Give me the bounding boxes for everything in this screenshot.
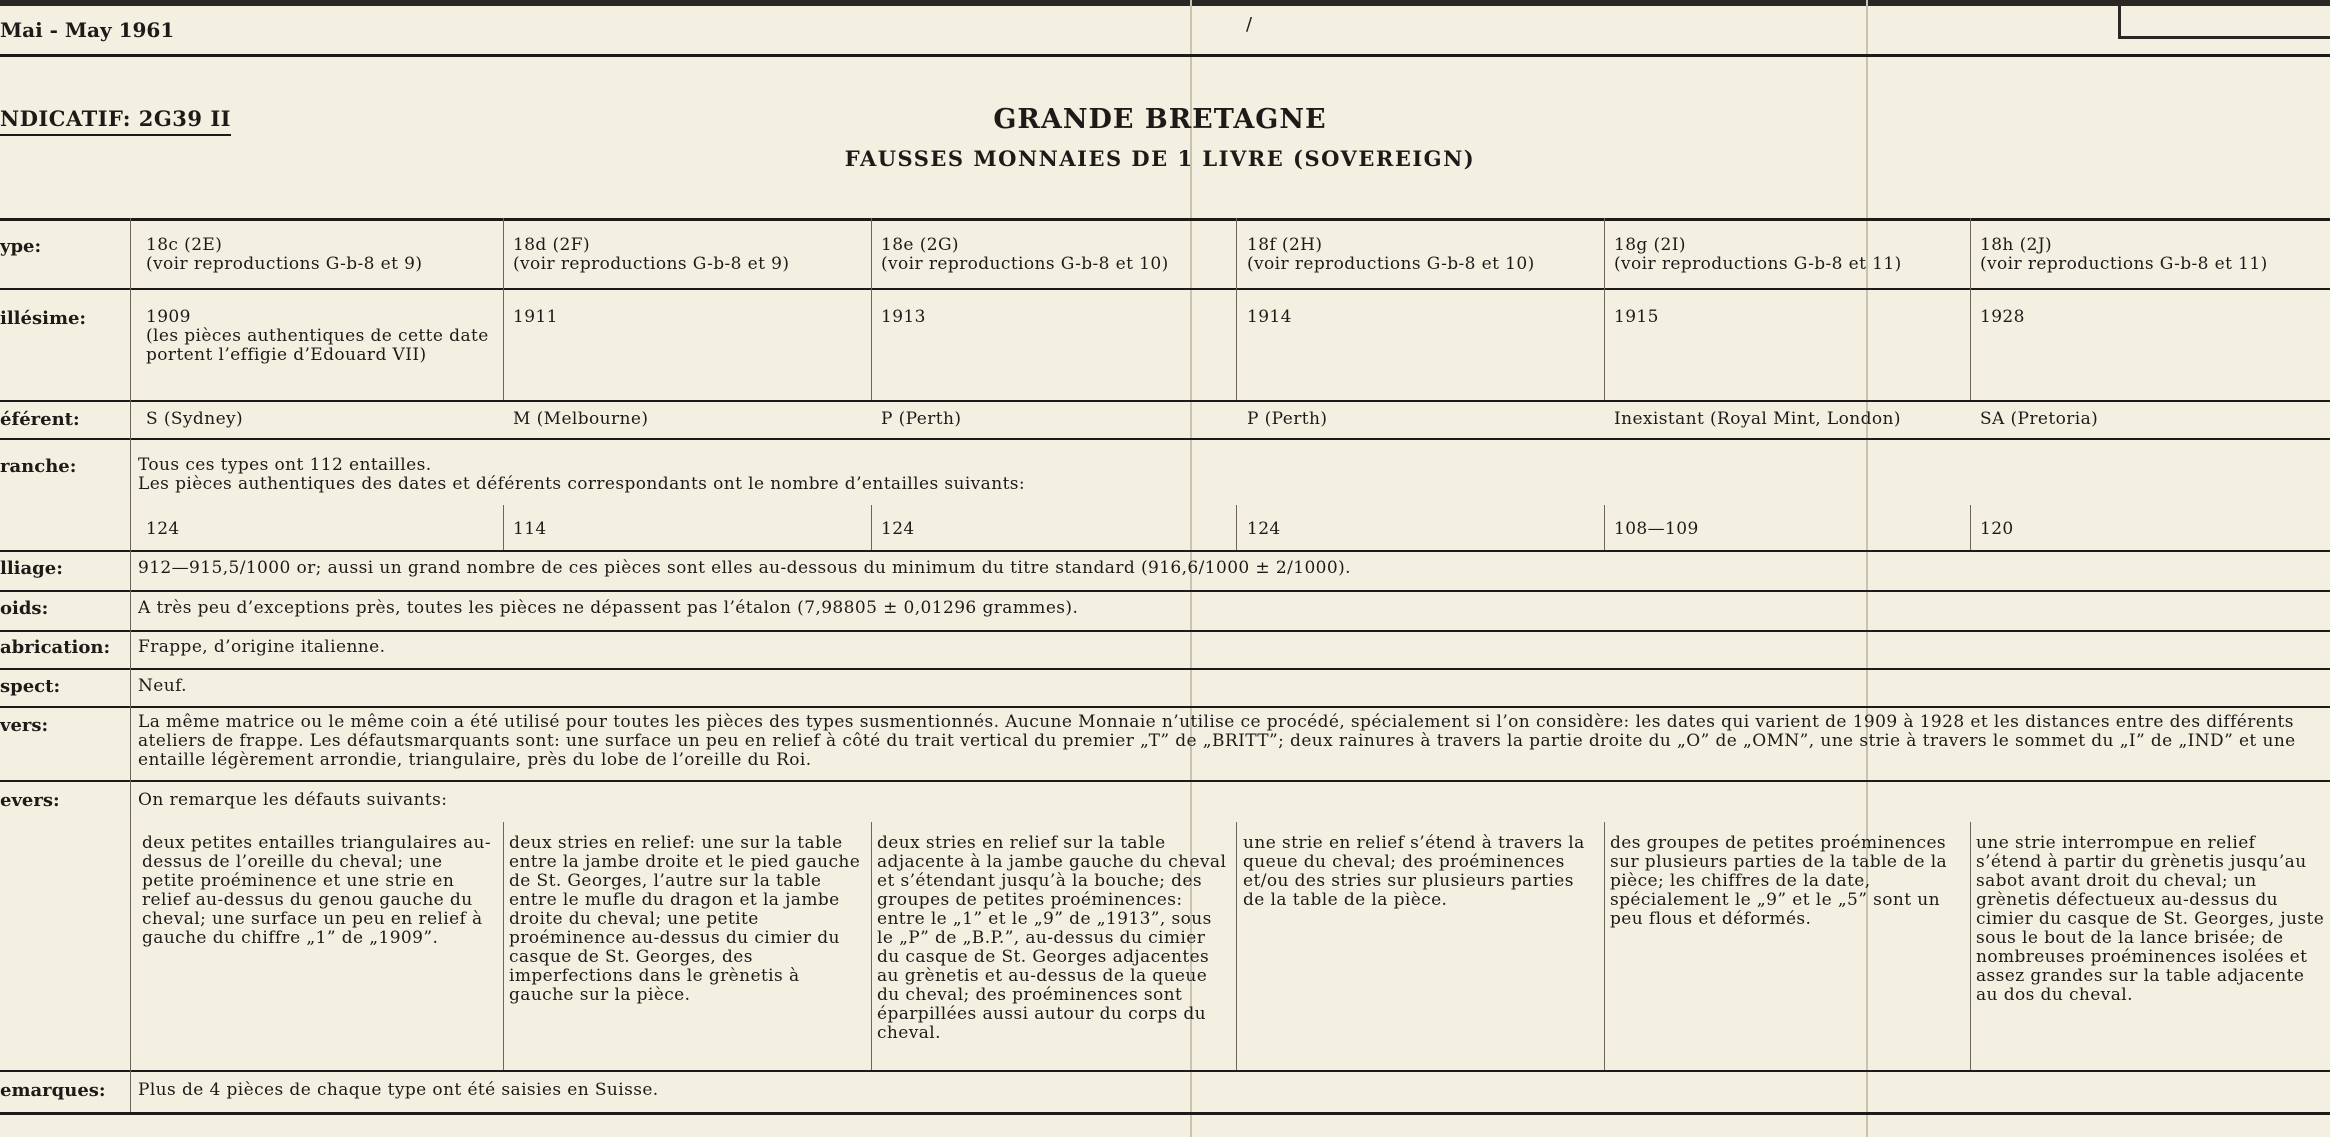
document-date: Mai - May 1961 (0, 18, 175, 42)
label-deferent: éférent: (0, 409, 80, 430)
label-alliage: lliage: (0, 558, 63, 579)
type-cell: 18f (2H) (voir reproductions G-b-8 et 10) (1247, 235, 1535, 274)
deferent-cell: Inexistant (Royal Mint, London) (1614, 409, 1901, 429)
revers-intro: On remarque les défauts suivants: (138, 790, 448, 810)
revers-cell: une strie interrompue en relief s’étend à partir du grènetis jusqu’au sabot avant droit du cheval; un grènetis défectueux au-dessus du cimier du casque de St. Georges, juste sous le bout de la lance brisée; de nombreuses proéminences isolées et assez grandes sur la table adjacente au dos du cheval. (1976, 833, 2325, 1005)
column-rule (871, 218, 872, 400)
label-poids: oids: (0, 598, 49, 619)
entailles-cell: 120 (1980, 519, 2014, 539)
label-millesime: illésime: (0, 308, 87, 329)
fabrication-text: Frappe, d’origine italienne. (138, 637, 386, 657)
label-fabrication: abrication: (0, 637, 111, 658)
entailles-cell: 124 (146, 519, 180, 539)
millesime-cell: 1928 (1980, 307, 2025, 327)
header-rule (0, 54, 2330, 57)
deferent-cell: P (Perth) (1247, 409, 1328, 429)
handwritten-mark: / (1246, 14, 1253, 35)
entailles-cell: 124 (881, 519, 915, 539)
column-rule (1236, 505, 1237, 550)
label-avers: vers: (0, 715, 49, 736)
top-border (0, 0, 2330, 6)
row-rule (0, 590, 2330, 592)
column-rule (1970, 822, 1971, 1070)
alliage-text: 912—915,5/1000 or; aussi un grand nombre de ces pièces sont elles au-dessous du minimum du titre standard (916,6/1000 ± 2/1000). (138, 558, 1351, 578)
row-rule (0, 630, 2330, 632)
row-rule (0, 550, 2330, 552)
column-rule (1604, 218, 1605, 400)
entailles-cell: 124 (1247, 519, 1281, 539)
remarques-text: Plus de 4 pièces de chaque type ont été saisies en Suisse. (138, 1080, 659, 1100)
row-rule (0, 400, 2330, 402)
aspect-text: Neuf. (138, 676, 187, 696)
deferent-cell: S (Sydney) (146, 409, 244, 429)
type-cell: 18h (2J) (voir reproductions G-b-8 et 11) (1980, 235, 2268, 274)
column-rule (503, 505, 504, 550)
revers-cell: deux stries en relief sur la table adjacente à la jambe gauche du cheval et s’étendant jusqu’à la bouche; des groupes de petites proéminences: entre le „1” et le „9” de „1913”, sous le „P” de „B.P.”, au-dessus du cimier du casque de St. Georges adjacentes au grènetis et au-dessus de la queue du cheval; des proéminences sont éparpillées aussi autour du corps du cheval. (877, 833, 1227, 1043)
millesime-cell: 1914 (1247, 307, 1292, 327)
label-column-rule (130, 218, 131, 1112)
column-rule (1970, 505, 1971, 550)
millesime-cell: 1915 (1614, 307, 1659, 327)
entailles-cell: 114 (513, 519, 547, 539)
tranche-intro: Tous ces types ont 112 entailles. Les pièces authentiques des dates et déférents correspondants ont le nombre d’entailles suivants: (138, 455, 1026, 494)
revers-cell: une strie en relief s’étend à travers la queue du cheval; des proéminences et/ou des stries sur plusieurs parties de la table de la pièce. (1243, 833, 1585, 910)
table-bottom-rule (0, 1112, 2330, 1115)
revers-cell: deux stries en relief: une sur la table entre la jambe droite et le pied gauche de St. Georges, l’autre sur la table entre le mufle du dragon et la jambe droite du cheval; une petite proéminence au-dessus du cimier du casque de St. Georges, des imperfections dans le grènetis à gauche sur la pièce. (509, 833, 861, 1005)
deferent-cell: M (Melbourne) (513, 409, 649, 429)
deferent-cell: SA (Pretoria) (1980, 409, 2099, 429)
column-rule (871, 822, 872, 1070)
deferent-cell: P (Perth) (881, 409, 962, 429)
column-rule (1236, 822, 1237, 1070)
millesime-cell: 1911 (513, 307, 558, 327)
table-top-rule (0, 218, 2330, 221)
column-rule (1604, 822, 1605, 1070)
document-title: GRANDE BRETAGNE (993, 104, 1327, 135)
row-rule (0, 780, 2330, 782)
row-rule (0, 706, 2330, 708)
revers-cell: deux petites entailles triangulaires au-dessus de l’oreille du cheval; une petite proéminence et une strie en relief au-dessus du genou gauche du cheval; une surface un peu en relief à gauche du chiffre „1” de „1909”. (142, 833, 492, 948)
column-rule (503, 822, 504, 1070)
label-revers: evers: (0, 790, 60, 811)
label-remarques: emarques: (0, 1080, 106, 1101)
column-rule (1236, 218, 1237, 400)
row-rule (0, 1070, 2330, 1072)
avers-text: La même matrice ou le même coin a été utilisé pour toutes les pièces des types susmentionnés. Aucune Monnaie n’utilise ce procédé, spécialement si l’on considère: les dates qui varient de 1909 à 1928 et les distances entre des différents ateliers de frappe. Les défautsmarquants sont: une surface un peu en relief à côté du trait vertical du premier „T” de „BRITT”; deux rainures à travers la partie droite du „O” de „OMN”, une strie à travers le sommet du „I” de „IND” et une entaille légèrement arrondie, triangulaire, près du lobe de l’oreille du Roi. (138, 712, 2296, 770)
label-type: ype: (0, 236, 42, 257)
millesime-cell: 1913 (881, 307, 926, 327)
entailles-cell: 108—109 (1614, 519, 1699, 539)
row-rule (0, 438, 2330, 440)
indicatif-code: NDICATIF: 2G39 II (0, 106, 231, 136)
type-cell: 18d (2F) (voir reproductions G-b-8 et 9) (513, 235, 790, 274)
type-cell: 18g (2I) (voir reproductions G-b-8 et 11) (1614, 235, 1902, 274)
row-rule (0, 668, 2330, 670)
millesime-cell: 1909 (les pièces authentiques de cette date portent l’effigie d’Edouard VII) (146, 307, 489, 365)
document-subtitle: FAUSSES MONNAIES DE 1 LIVRE (SOVEREIGN) (844, 146, 1476, 171)
revers-cell: des groupes de petites proéminences sur plusieurs parties de la table de la pièce; les chiffres de la date, spécialement le „9” et le „5” sont un peu flous et déformés. (1610, 833, 1948, 929)
column-rule (871, 505, 872, 550)
poids-text: A très peu d’exceptions près, toutes les pièces ne dépassent pas l’étalon (7,98805 ± 0,01296 grammes). (138, 598, 1079, 618)
row-rule (0, 288, 2330, 290)
type-cell: 18c (2E) (voir reproductions G-b-8 et 9) (146, 235, 423, 274)
column-rule (1970, 218, 1971, 400)
label-aspect: spect: (0, 676, 61, 697)
label-tranche: ranche: (0, 456, 77, 477)
corner-box (2118, 0, 2330, 39)
column-rule (503, 218, 504, 400)
type-cell: 18e (2G) (voir reproductions G-b-8 et 10) (881, 235, 1169, 274)
column-rule (1604, 505, 1605, 550)
